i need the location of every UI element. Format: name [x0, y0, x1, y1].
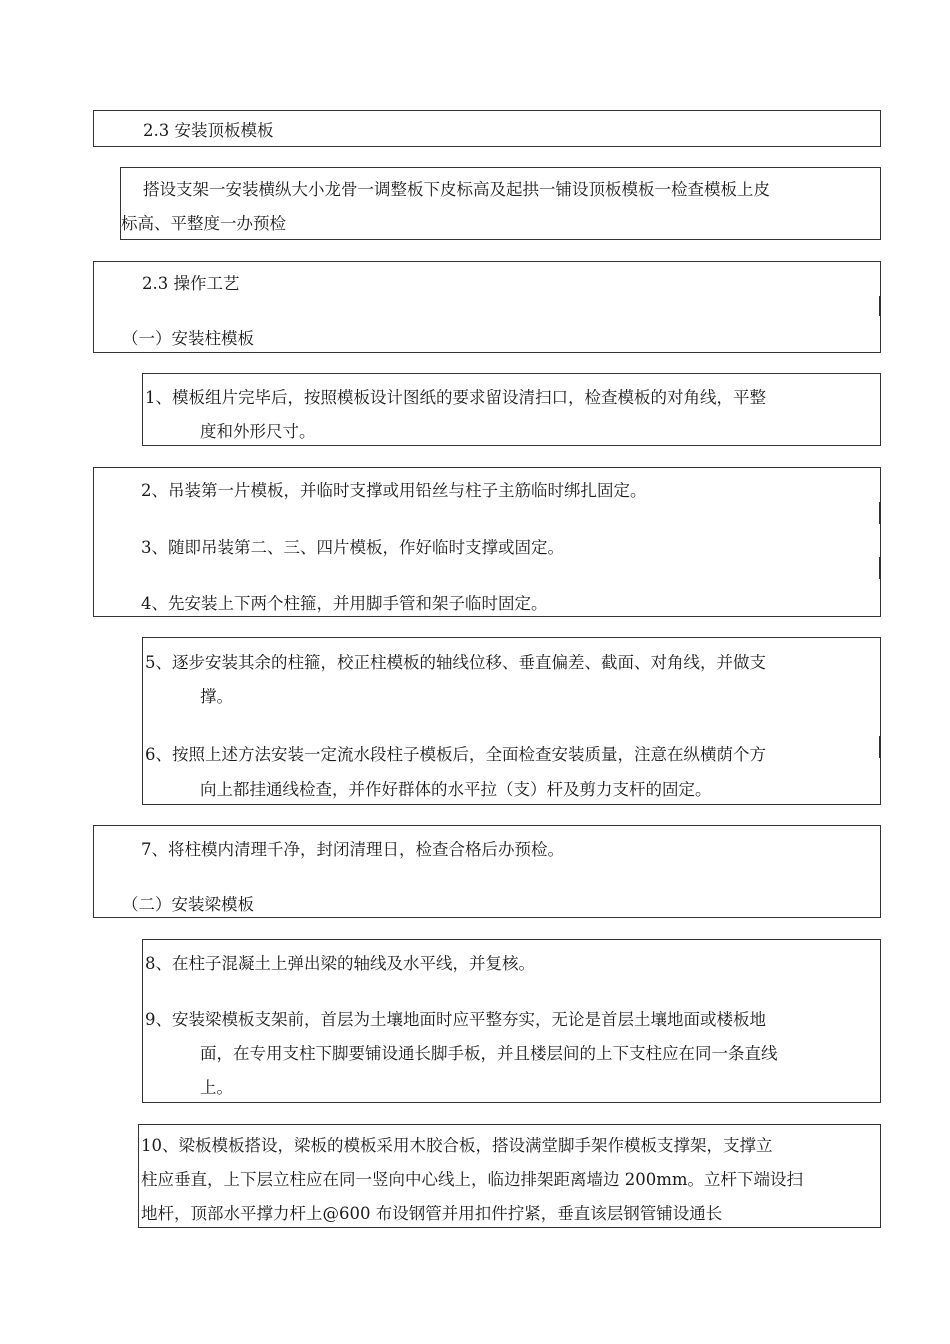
section-box-item-7 [93, 825, 881, 918]
section-box-roof-formwork-heading [93, 110, 881, 147]
item-9-line-1: 9、安装梁模板支架前，首层为土壤地面时应平整夯实，无论是首层土壤地面或楼板地 [145, 1010, 766, 1029]
item-9-line-2: 面，在专用支柱下脚要铺设通长脚手板，并且楼层间的上下支柱应在同一条直线 [200, 1044, 778, 1063]
section-heading-operation-process: 2.3 操作工艺 [142, 274, 240, 293]
section-box-items-2-4 [93, 467, 881, 617]
item-5-line-2: 撑。 [200, 687, 233, 706]
item-3: 3、随即吊装第二、三、四片模板，作好临时支撑或固定。 [141, 538, 564, 557]
item-6-line-1: 6、按照上述方法安装一定流水段柱子模板后，全面检查安装质量，注意在纵横荫个方 [145, 745, 766, 764]
subheading-column-formwork: （一）安装柱模板 [122, 329, 254, 348]
border-mark [879, 557, 881, 579]
item-5-line-1: 5、逐步安装其余的柱箍，校正柱模板的轴线位移、垂直偏差、截面、对角线，并做支 [145, 653, 766, 672]
process-flow-line-2: 标高、平整度一办预检 [121, 214, 286, 233]
border-mark [879, 502, 881, 524]
section-box-items-8-9 [142, 939, 881, 1103]
section-box-operation-process [93, 261, 881, 353]
process-flow-line-1: 搭设支架一安装横纵大小龙骨一调整板下皮标高及起拱一铺设顶板模板一检查模板上皮 [143, 180, 770, 199]
item-7: 7、将柱模内清理千净，封闭清理日，检查合格后办预检。 [141, 840, 564, 859]
item-6-line-2: 向上都挂通线检查，并作好群体的水平拉（支）杆及剪力支杆的固定。 [200, 780, 712, 799]
item-10-line-3: 地杆，顶部水平撑力杆上@600 布设钢管并用扣件拧紧，垂直该层钢管铺设通长 [141, 1204, 723, 1223]
subheading-beam-formwork: （二）安装梁模板 [122, 895, 254, 914]
section-box-item-1 [142, 373, 881, 446]
item-1-line-2: 度和外形尺寸。 [200, 422, 316, 441]
item-8: 8、在柱子混凝土上弹出梁的轴线及水平线，并复核。 [145, 954, 535, 973]
item-4: 4、先安装上下两个柱箍，并用脚手管和架子临时固定。 [141, 594, 548, 613]
section-box-item-10 [138, 1124, 881, 1228]
border-mark [879, 736, 881, 758]
item-2: 2、吊装第一片模板，并临时支撑或用铅丝与柱子主筋临时绑扎固定。 [141, 481, 647, 500]
item-9-line-3: 上。 [200, 1078, 233, 1097]
section-box-roof-process-flow [120, 167, 881, 240]
border-mark [879, 296, 881, 316]
section-heading-roof-formwork: 2.3 安装顶板模板 [143, 121, 274, 140]
item-10-line-2: 柱应垂直，上下层立柱应在同一竖向中心线上，临边排架距离墙边 200mm。立杆下端设扫 [141, 1170, 804, 1189]
item-10-line-1: 10、梁板模板搭设，梁板的模板采用木胶合板，搭设满堂脚手架作模板支撑架，支撑立 [141, 1136, 773, 1155]
section-box-items-5-6 [142, 637, 881, 805]
item-1-line-1: 1、模板组片完毕后，按照模板设计图纸的要求留设清扫口，检查模板的对角线，平整 [145, 388, 766, 407]
